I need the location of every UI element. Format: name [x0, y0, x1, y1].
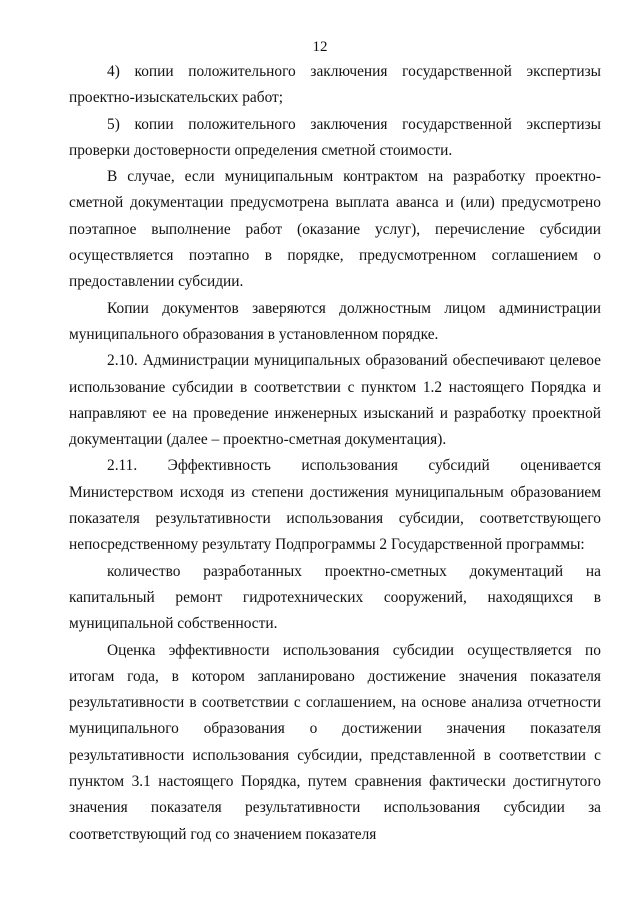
paragraph-item-5: 5) копии положительного заключения государственной экспертизы проверки достоверности определения сметной стоимости.	[69, 115, 601, 159]
paragraph-advance-payment: В случае, если муниципальным контрактом на разработку проектно-сметной документации предусмотрена выплата аванса и (или) предусмотрено поэтапное выполнение работ (оказание услуг), перечисление субсидии осуществляется поэтапно в порядке, предусмотренном соглашением о предоставлении субсидии.	[69, 168, 601, 291]
paragraph-2-10: 2.10. Администрации муниципальных образований обеспечивают целевое использование субсидии в соответствии с пунктом 1.2 настоящего Порядка и направляют ее на проведение инженерных изысканий и разработку проектной документации (далее – проектно-сметная документация).	[69, 352, 601, 449]
paragraph-2-11: 2.11. Эффективность использования субсидий оценивается Министерством исходя из степени достижения муниципальным образованием показателя результативности использования субсидии, соответствующего непосредственному результату Подпрограммы 2 Государственной программы:	[69, 457, 601, 554]
paragraph-item-4: 4) копии положительного заключения государственной экспертизы проектно-изыскательских работ;	[69, 63, 601, 107]
paragraph-document-copies: Копии документов заверяются должностным лицом администрации муниципального образования в установленном порядке.	[69, 299, 601, 343]
page-number: 12	[312, 39, 328, 55]
document-body	[69, 59, 601, 848]
paragraph-efficiency-evaluation: Оценка эффективности использования субсидии осуществляется по итогам года, в котором запланировано достижение значения показателя результативности в соответствии с соглашением, на основе анализа отчетности муниципального образования о достижении значения показателя результативности использования субсидии, представленной в соответствии с пунктом 3.1 настоящего Порядка, путем сравнения фактически достигнутого значения показателя результативности использования субсидии за соответствующий год со значением показателя	[69, 641, 601, 843]
paragraph-indicator: количество разработанных проектно-сметных документаций на капитальный ремонт гидротехнических сооружений, находящихся в муниципальной собственности.	[69, 562, 601, 633]
